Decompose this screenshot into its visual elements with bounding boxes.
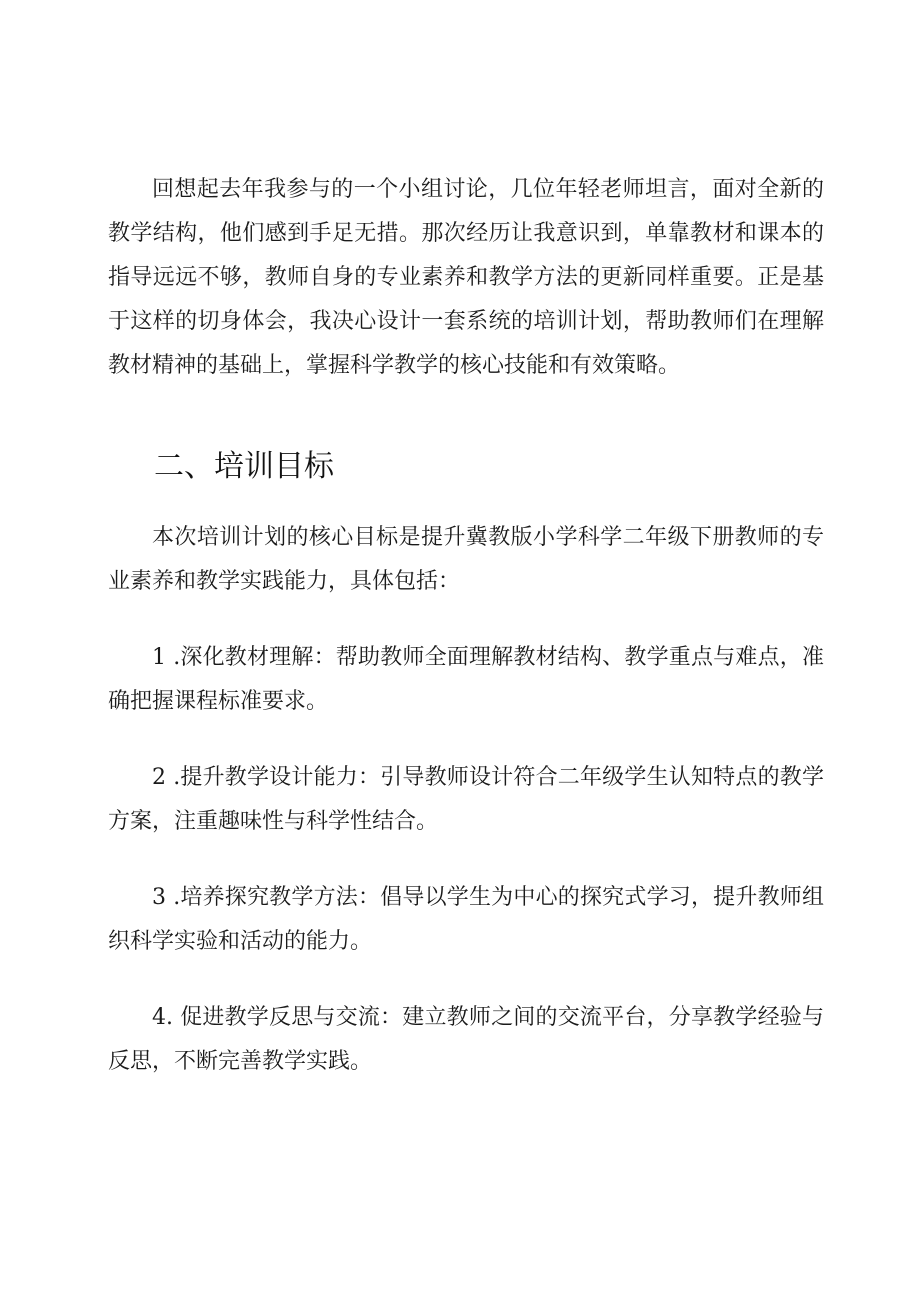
intro-paragraph: 回想起去年我参与的一个小组讨论，几位年轻老师坦言，面对全新的教学结构，他们感到手足无措。那次经历让我意识到，单靠教材和课本的指导远远不够，教师自身的专业素养和教学方法的更新同样重要。正是基于这样的切身体会，我决心设计一套系统的培训计划，帮助教师们在理解教材精神的基础上，掌握科学教学的核心技能和有效策略。 [108,177,824,378]
goal-paragraph: 本次培训计划的核心目标是提升冀教版小学科学二年级下册教师的专业素养和教学实践能力，具体包括： [108,525,824,594]
goal-item-2: 2 .提升教学设计能力：引导教师设计符合二年级学生认知特点的教学方案，注重趣味性与科学性结合。 [108,765,824,834]
section-heading: 二、培训目标 [154,449,334,484]
goal-item-4: 4. 促进教学反思与交流：建立教师之间的交流平台，分享教学经验与反思，不断完善教学实践。 [108,1005,824,1074]
goal-item-1: 1 .深化教材理解：帮助教师全面理解教材结构、教学重点与难点，准确把握课程标准要求。 [108,645,824,714]
goal-item-3: 3 .培养探究教学方法：倡导以学生为中心的探究式学习，提升教师组织科学实验和活动的能力。 [108,885,824,954]
